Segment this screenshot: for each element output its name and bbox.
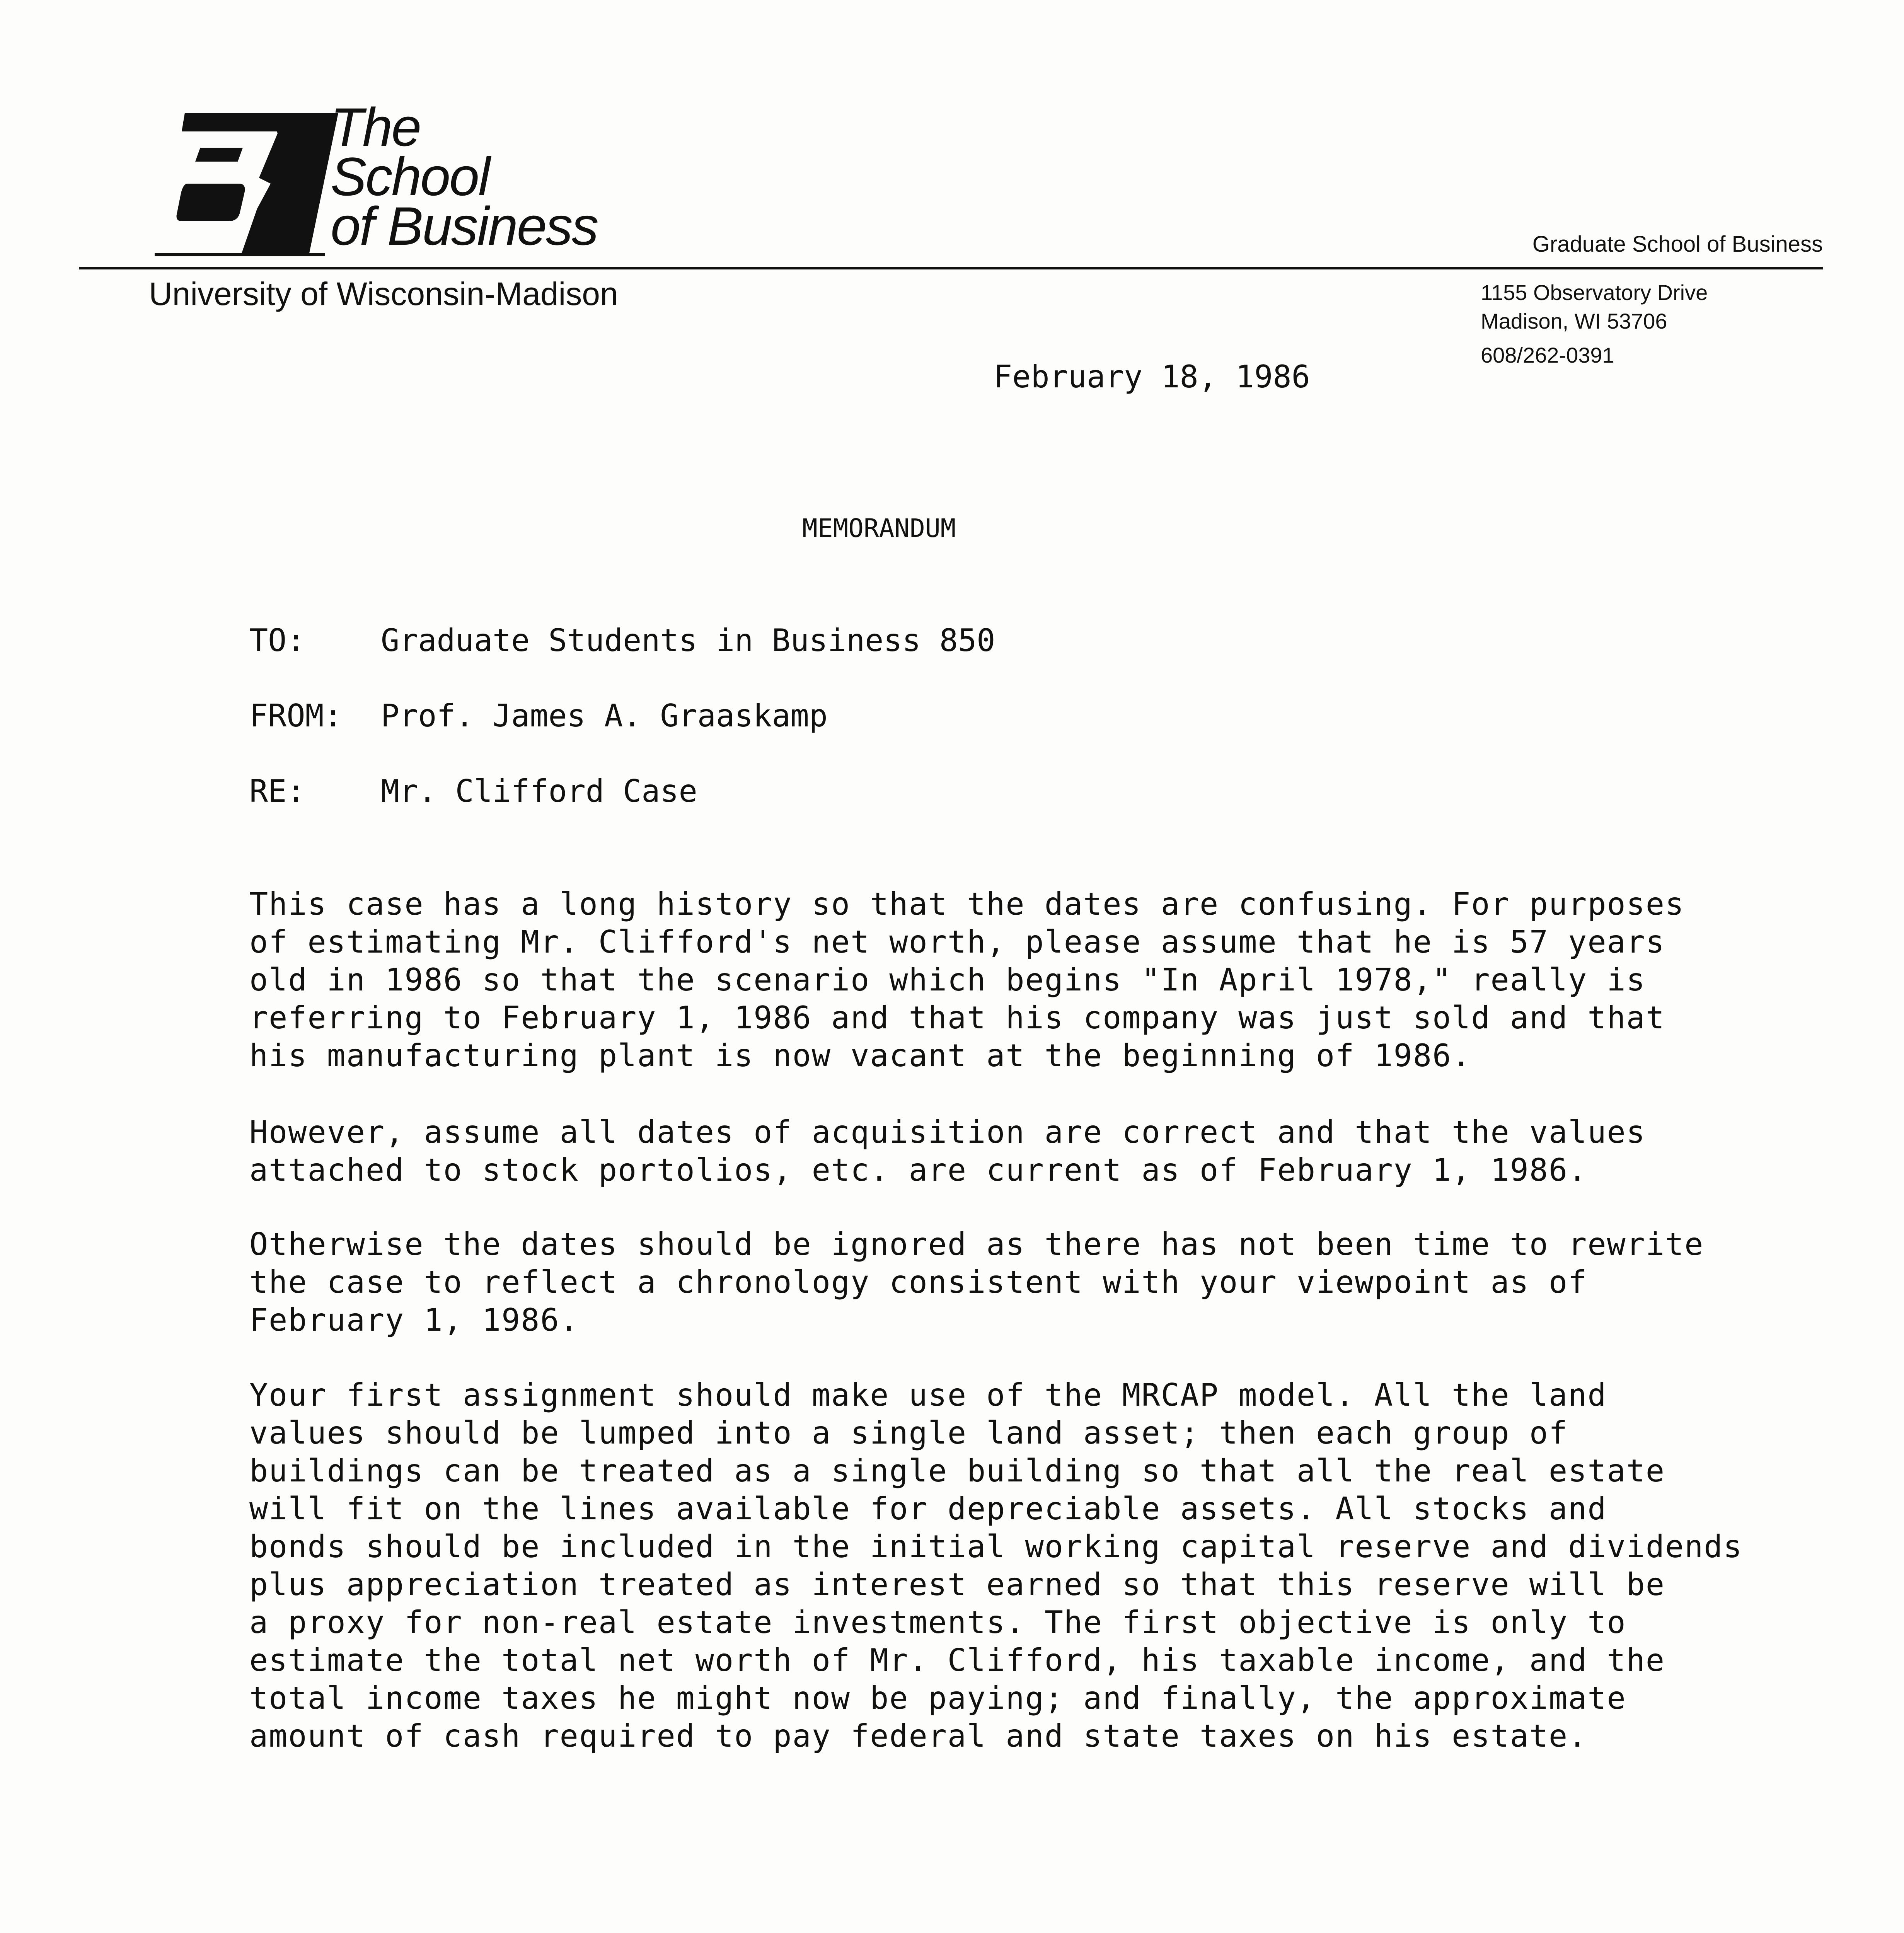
logo-word-of-business: of Business	[331, 196, 598, 256]
paragraph-line: However, assume all dates of acquisition are correct and that the values	[249, 1114, 1646, 1150]
paragraph-line: This case has a long history so that the dates are confusing. For purposes	[249, 886, 1685, 922]
paragraph-1	[249, 885, 1749, 1075]
paragraph-line: plus appreciation treated as interest earned so that this reserve will be	[249, 1567, 1665, 1602]
paragraph-line: Your first assignment should make use of the MRCAP model. All the land	[249, 1377, 1607, 1413]
paragraph-line: of estimating Mr. Clifford's net worth, please assume that he is 57 years	[249, 924, 1665, 960]
paragraph-line: attached to stock portolios, etc. are current as of February 1, 1986.	[249, 1152, 1588, 1188]
re-label: RE:	[249, 773, 305, 809]
re-value: Mr. Clifford Case	[381, 773, 697, 809]
paragraph-line: amount of cash required to pay federal and state taxes on his estate.	[249, 1718, 1588, 1754]
address-line-city: Madison, WI 53706	[1481, 309, 1667, 333]
logo-word-school: School	[331, 146, 489, 207]
to-label: TO:	[249, 622, 305, 658]
to-value: Graduate Students in Business 850	[381, 622, 995, 658]
school-address	[1481, 278, 1708, 370]
phone-number: 608/262-0391	[1481, 343, 1614, 367]
university-name: University of Wisconsin-Madison	[149, 276, 618, 312]
memo-re-line	[249, 773, 697, 809]
paragraph-line: referring to February 1, 1986 and that his company was just sold and that	[249, 1000, 1665, 1036]
paragraph-line: a proxy for non-real estate investments. The first objective is only to	[249, 1604, 1626, 1640]
logo-word-the: The	[331, 97, 421, 157]
paragraph-2	[249, 1113, 1749, 1189]
paragraph-line: Otherwise the dates should be ignored as there has not been time to rewrite	[249, 1226, 1704, 1262]
paragraph-line: estimate the total net worth of Mr. Clifford, his taxable income, and the	[249, 1642, 1665, 1678]
school-of-business-logo-icon	[155, 112, 340, 255]
paragraph-line: February 1, 1986.	[249, 1302, 579, 1338]
paragraph-4	[249, 1376, 1749, 1755]
from-value: Prof. James A. Graaskamp	[381, 698, 828, 734]
paragraph-line: total income taxes he might now be paying; and finally, the approximate	[249, 1680, 1626, 1716]
paragraph-line: old in 1986 so that the scenario which begins "In April 1978," really is	[249, 962, 1646, 998]
paragraph-line: bonds should be included in the initial working capital reserve and dividends	[249, 1529, 1743, 1565]
paragraph-line: will fit on the lines available for depreciable assets. All stocks and	[249, 1491, 1607, 1527]
logo-wordmark	[331, 97, 598, 256]
memo-to-line	[249, 622, 995, 658]
paragraph-line: values should be lumped into a single land asset; then each group of	[249, 1415, 1568, 1451]
memo-date: February 18, 1986	[994, 359, 1310, 395]
paragraph-line: his manufacturing plant is now vacant at the beginning of 1986.	[249, 1038, 1471, 1074]
letterhead-rule	[79, 267, 1823, 269]
department-name: Graduate School of Business	[1532, 232, 1823, 257]
paragraph-line: buildings can be treated as a single building so that all the real estate	[249, 1453, 1665, 1489]
address-line-street: 1155 Observatory Drive	[1481, 280, 1708, 305]
memo-title: MEMORANDUM	[802, 513, 956, 543]
paragraph-line: the case to reflect a chronology consistent with your viewpoint as of	[249, 1264, 1588, 1300]
memo-from-line	[249, 698, 828, 734]
paragraph-3	[249, 1226, 1749, 1339]
logo-underline	[155, 253, 325, 256]
from-label: FROM:	[249, 698, 343, 734]
